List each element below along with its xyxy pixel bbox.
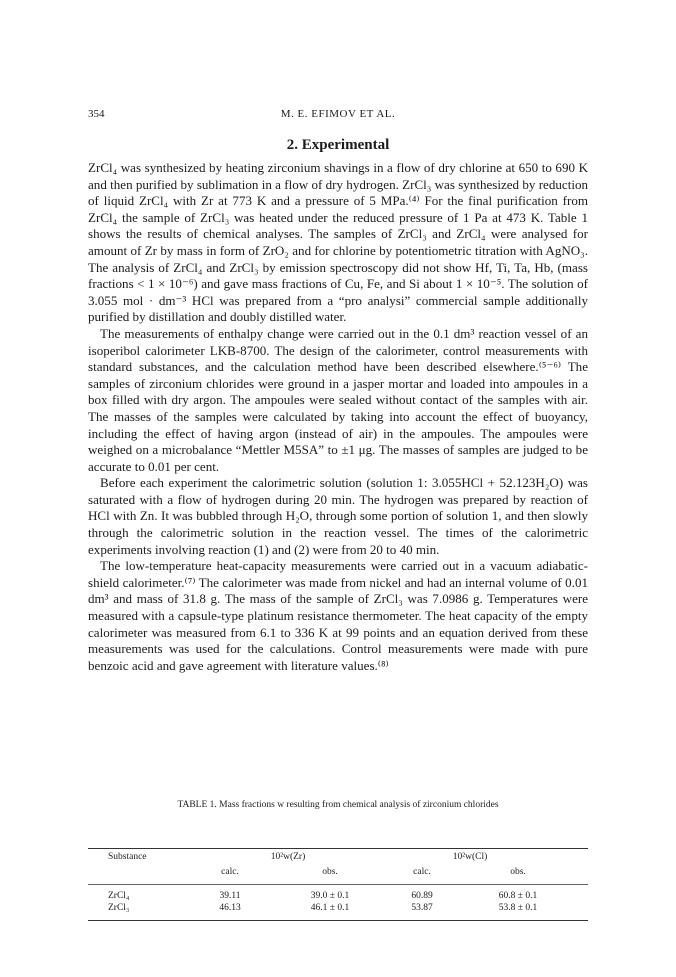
- row-1-cl-obs: 60.8 ± 0.1: [498, 891, 538, 901]
- page-number: 354: [88, 108, 105, 120]
- row-2-substance: ZrCl₃: [108, 903, 130, 913]
- row-1-zr-obs: 39.0 ± 0.1: [310, 891, 350, 901]
- row-2-zr-calc: 46.13: [219, 903, 241, 913]
- row-2-zr-obs: 46.1 ± 0.1: [310, 903, 350, 913]
- body-text: [88, 160, 588, 674]
- table-caption: TABLE 1. Mass fractions w resulting from chemical analysis of zirconium chlorides: [177, 800, 499, 810]
- section-title: 2. Experimental: [286, 137, 390, 153]
- table-top-rule: [88, 848, 588, 849]
- row-2-cl-obs: 53.8 ± 0.1: [498, 903, 538, 913]
- row-1-zr-calc: 39.11: [219, 891, 241, 901]
- paragraph-1: ZrCl₄ was synthesized by heating zirconium shavings in a flow of dry chlorine at 650 to 690 K and then purified by sublimation in a flow of dry hydrogen. ZrCl₃ was synthesized by reduction of liquid ZrCl₄ with Zr at 773 K and a pressure of 5 MPa.⁽⁴⁾ For the final purification from ZrCl₄ the sample of ZrCl₃ was heated under the reduced pressure of 1 Pa at 473 K. Table 1 shows the results of chemical analyses. The samples of ZrCl₃ and ZrCl₄ were analysed for amount of Zr by mass in form of ZrO₂ and for chlorine by potentiometric titration with AgNO₃. The analysis of ZrCl₄ and ZrCl₃ by emission spectroscopy did not show Hf, Ti, Ta, Hb, (mass fractions < 1 × 10⁻⁶) and gave mass fractions of Cu, Fe, and Si about 1 × 10⁻⁵. The solution of 3.055 mol · dm⁻³ HCl was prepared from a “pro analysi” commercial sample additionally purified by distillation and doubly distilled water.: [88, 160, 588, 325]
- header-cl-obs: obs.: [510, 867, 526, 877]
- row-2-cl-calc: 53.87: [411, 903, 433, 913]
- header-substance: Substance: [108, 852, 147, 862]
- table-bottom-rule: [88, 920, 588, 921]
- header-zr-obs: obs.: [322, 867, 338, 877]
- header-zr-calc: calc.: [221, 867, 239, 877]
- table-mid-rule: [88, 884, 588, 885]
- header-cl: 10²w(Cl): [452, 852, 488, 862]
- running-head: M. E. EFIMOV ET AL.: [280, 108, 396, 120]
- paragraph-4: The low-temperature heat-capacity measurements were carried out in a vacuum adiabatic-shield calorimeter.⁽⁷⁾ The calorimeter was made from nickel and had an internal volume of 0.01 dm³ and mass of 31.8 g. The mass of the sample of ZrCl₃ was 7.0986 g. Temperatures were measured with a capsule-type platinum resistance thermometer. The heat capacity of the empty calorimeter was measured from 6.1 to 336 K at 99 points and an equation derived from these measurements was used for the calculations. Control measurements were made with pure benzoic acid and gave agreement with literature values.⁽⁸⁾: [88, 558, 588, 673]
- paragraph-3: Before each experiment the calorimetric solution (solution 1: 3.055HCl + 52.123H₂O) was saturated with a flow of hydrogen during 20 min. The hydrogen was prepared by reaction of HCl with Zn. It was bubbled through H₂O, through some portion of solution 1, and then slowly through the calorimetric solution in the reaction vessel. The times of the calorimetric experiments involving reaction (1) and (2) were from 20 to 40 min.: [88, 475, 588, 557]
- page-header: [88, 108, 588, 124]
- header-cl-calc: calc.: [413, 867, 431, 877]
- header-zr: 10²w(Zr): [270, 852, 306, 862]
- paragraph-2: The measurements of enthalpy change were carried out in the 0.1 dm³ reaction vessel of an isoperibol calorimeter LKB-8700. The design of the calorimeter, control measurements with standard substances, and the calculation method have been described elsewhere.⁽⁵⁻⁶⁾ The samples of zirconium chlorides were ground in a jasper mortar and loaded into ampoules in a box filled with dry argon. The ampoules were sealed without contact of the samples with air. The masses of the samples were calculated by taking into account the effect of buoyancy, including the effect of having argon (instead of air) in the ampoules. The ampoules were weighed on a microbalance “Mettler M5SA” to ±1 μg. The masses of samples are judged to be accurate to 0.01 per cent.: [88, 325, 588, 474]
- row-1-cl-calc: 60.89: [411, 891, 433, 901]
- row-1-substance: ZrCl₄: [108, 891, 130, 901]
